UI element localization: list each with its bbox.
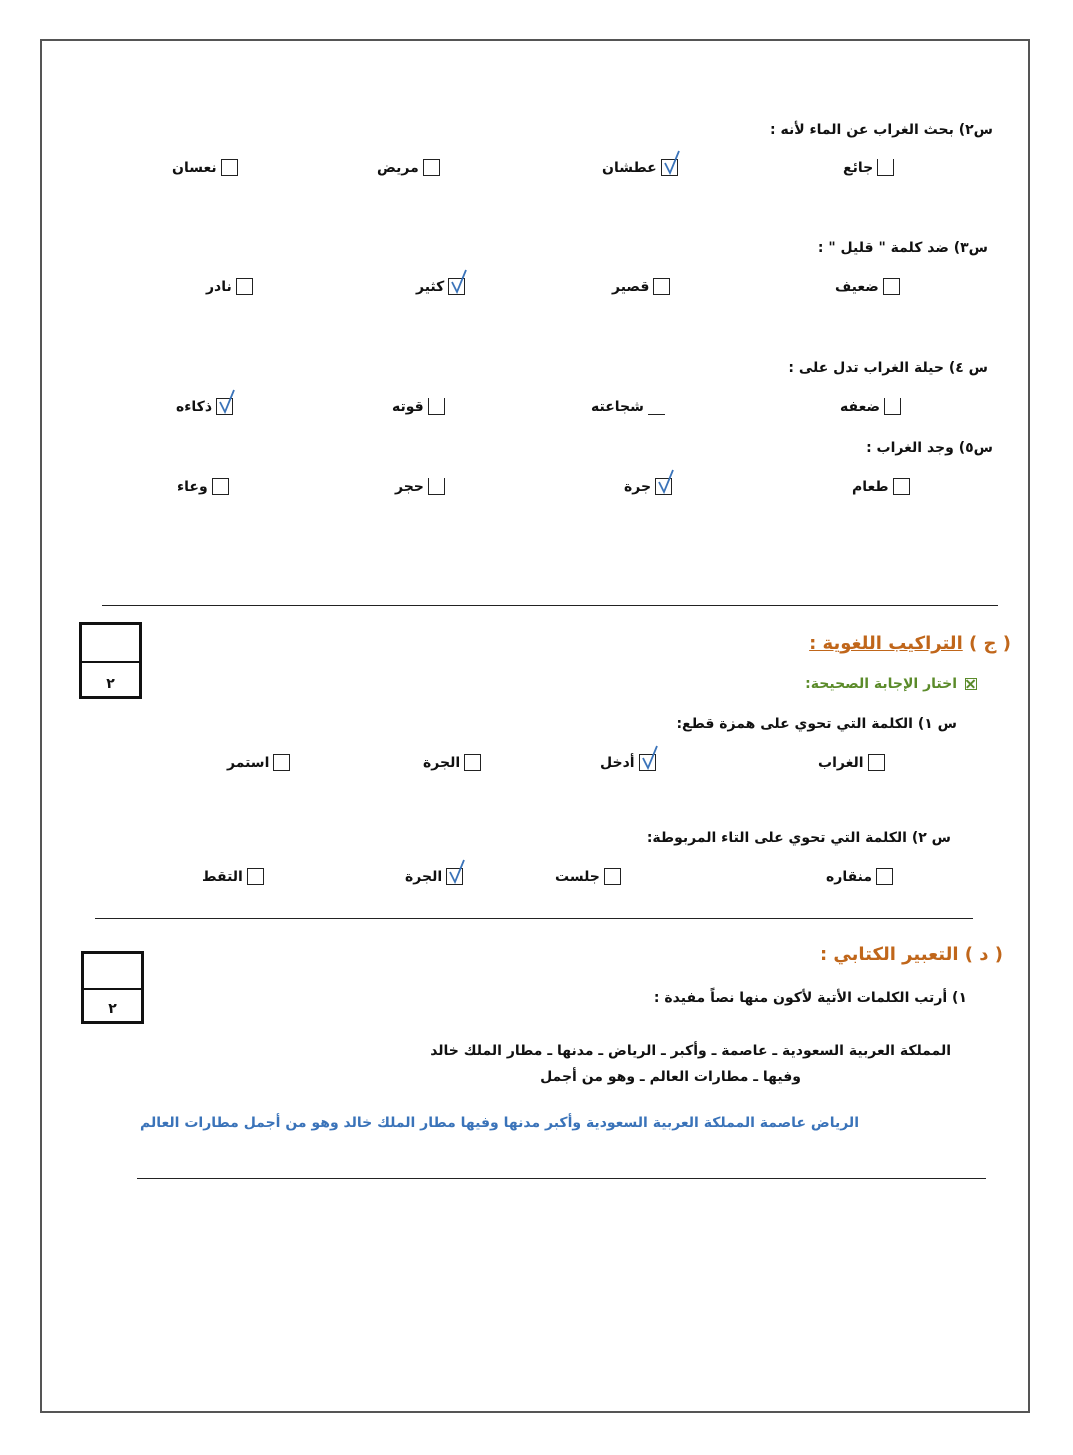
checkbox[interactable] [428,398,445,415]
option[interactable]: الجرة [423,754,481,771]
checkbox-checked[interactable] [639,754,656,771]
checkbox[interactable] [868,754,885,771]
option[interactable]: الغراب [818,754,885,771]
checkbox[interactable] [236,278,253,295]
checkbox[interactable] [423,159,440,176]
option[interactable]: كثير [416,278,465,295]
option[interactable]: مريض [377,159,440,176]
question-prompt: ١) أرتب الكلمات الأتية لأكون منها نصاً مفيدة : [653,990,967,1006]
handwritten-answer: الرياض عاصمة المملكة العربية السعودية وأكبر مدنها وفيها مطار الملك خالد وهو من أجمل مطارات العالم [140,1115,859,1131]
checkmark-icon [642,746,658,770]
score-box: ٢ [79,622,142,699]
checkmark-icon [664,151,680,175]
word-list-line2: وفيها ـ مطارات العالم ـ وهو من أجمل [540,1069,801,1085]
checkbox[interactable] [212,478,229,495]
checkbox[interactable] [604,868,621,885]
checkbox[interactable] [884,398,901,415]
checkbox[interactable] [273,754,290,771]
checkbox[interactable] [876,868,893,885]
checkbox[interactable] [893,478,910,495]
option[interactable]: الجرة [405,868,463,885]
checkmark-icon [451,270,467,294]
checkbox[interactable] [247,868,264,885]
checked-box-icon [965,678,977,690]
option[interactable]: شجاعته [591,398,665,415]
divider [95,918,973,919]
checkmark-icon [219,390,235,414]
question-prompt: س ١) الكلمة التي تحوي على همزة قطع: [676,716,957,732]
question-prompt: س ٤) حيلة الغراب تدل على : [788,360,988,376]
option[interactable]: قصير [612,278,670,295]
option[interactable]: أدخل [600,754,656,771]
answer-line [137,1178,986,1179]
option[interactable]: نعسان [172,159,238,176]
question-prompt: س٢) بحث الغراب عن الماء لأنه : [769,122,993,138]
question-prompt: س ٢) الكلمة التي تحوي على التاء المربوطة: [646,830,951,846]
question-prompt: س٣) ضد كلمة " قليل " : [817,240,988,256]
checkbox[interactable] [653,278,670,295]
option[interactable]: ضعفه [840,398,901,415]
option[interactable]: جرة [624,478,672,495]
instruction: اختار الإجابة الصحيحة: [805,676,977,692]
option[interactable]: جلست [555,868,621,885]
checkbox-checked[interactable] [655,478,672,495]
option[interactable]: التقط [202,868,264,885]
checkbox[interactable] [221,159,238,176]
word-list-line1: المملكة العربية السعودية ـ عاصمة ـ وأكبر ـ الرياض ـ مدنها ـ مطار الملك خالد [430,1043,951,1059]
option[interactable]: قوته [392,398,445,415]
option[interactable]: ذكاءه [176,398,233,415]
section-heading: ( ج ) التراكيب اللغوية : [809,633,1011,654]
option[interactable]: وعاء [177,478,229,495]
option[interactable]: استمر [227,754,290,771]
option[interactable]: طعام [852,478,910,495]
option[interactable]: حجر [395,478,445,495]
score-box: ٢ [81,951,144,1024]
checkbox[interactable] [883,278,900,295]
checkbox-checked[interactable] [448,278,465,295]
divider [102,605,998,606]
option[interactable]: جائع [843,159,894,176]
option[interactable]: منقاره [826,868,893,885]
checkbox[interactable] [648,398,665,415]
checkmark-icon [658,470,674,494]
option[interactable]: ضعيف [835,278,900,295]
checkbox[interactable] [428,478,445,495]
option[interactable]: نادر [206,278,253,295]
option[interactable]: عطشان [602,159,678,176]
checkbox[interactable] [877,159,894,176]
checkbox-checked[interactable] [446,868,463,885]
checkbox-checked[interactable] [216,398,233,415]
checkmark-icon [449,860,465,884]
checkbox[interactable] [464,754,481,771]
checkbox-checked[interactable] [661,159,678,176]
question-prompt: س٥) وجد الغراب : [866,440,993,456]
section-heading: ( د ) التعبير الكتابي : [819,944,1003,965]
